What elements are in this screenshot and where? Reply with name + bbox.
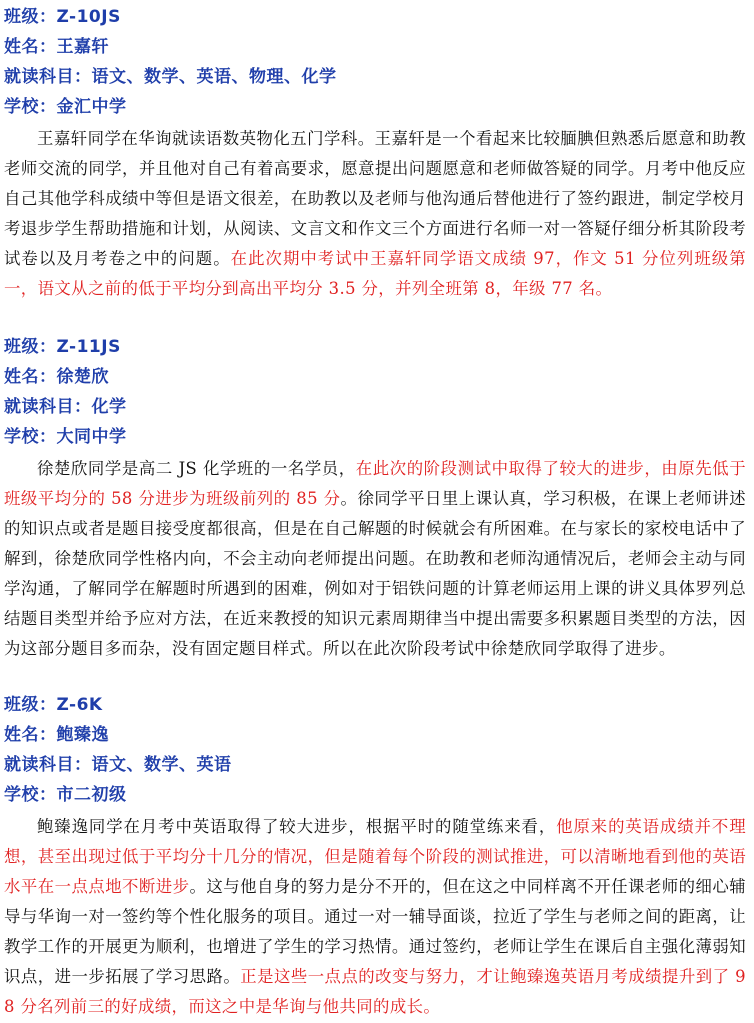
school-label: 学校：	[4, 785, 57, 805]
subjects-value: 化学	[91, 397, 127, 417]
subjects-field	[4, 750, 746, 780]
school-value: 大同中学	[56, 427, 127, 447]
subjects-value: 语文、数学、英语、物理、化学	[91, 67, 337, 87]
subjects-label: 就读科目：	[4, 397, 92, 417]
class-field	[4, 690, 746, 720]
name-value: 徐楚欣	[56, 367, 109, 387]
paragraph-highlight: 他原来的英语成绩并不理想，甚至出现过低于平均分十几分的情况，但是随着每个阶段的测试推进，可以清晰地看到他的英语水平在一点点地不断进步	[4, 817, 746, 896]
name-label: 姓名：	[4, 725, 57, 745]
student-record-3	[4, 690, 746, 1022]
school-field	[4, 422, 746, 452]
name-label: 姓名：	[4, 37, 57, 57]
student-paragraph	[4, 812, 746, 1022]
school-label: 学校：	[4, 427, 57, 447]
paragraph-text: 徐楚欣同学是高二 JS 化学班的一名学员，	[37, 459, 356, 478]
name-field	[4, 720, 746, 750]
school-field	[4, 92, 746, 122]
paragraph-highlight: 在此次期中考试中王嘉轩同学语文成绩 97，作文 51 分位列班级第一，语文从之前的低于平均分到高出平均分 3.5 分，并列全班第 8，年级 77 名。	[4, 249, 746, 298]
student-record-1	[4, 2, 746, 304]
paragraph-text: 鲍臻逸同学在月考中英语取得了较大进步，根据平时的随堂练来看，	[37, 817, 557, 836]
school-label: 学校：	[4, 97, 57, 117]
school-value: 金汇中学	[56, 97, 127, 117]
subjects-field	[4, 62, 746, 92]
paragraph-highlight: 在此次的阶段测试中取得了较大的进步，由原先低于班级平均分的 58 分进步为班级前列的 85 分	[4, 459, 746, 508]
name-field	[4, 362, 746, 392]
class-field	[4, 332, 746, 362]
student-record-2	[4, 332, 746, 664]
subjects-label: 就读科目：	[4, 67, 92, 87]
class-label: 班级：	[4, 337, 57, 357]
student-paragraph	[4, 454, 746, 664]
paragraph-text: 王嘉轩同学在华询就读语数英物化五门学科。王嘉轩是一个看起来比较腼腆但熟悉后愿意和助教老师交流的同学，并且他对自己有着高要求，愿意提出问题愿意和老师做答疑的同学。月考中他反应自己其他学科成绩中等但是语文很差，在助教以及老师与他沟通后替他进行了签约跟进，制定学校月考退步学生帮助措施和计划，从阅读、文言文和作文三个方面进行名师一对一答疑仔细分析其阶段考试卷以及月考卷之中的问题。	[4, 129, 746, 268]
name-label: 姓名：	[4, 367, 57, 387]
paragraph-text: 。徐同学平日里上课认真，学习积极，在课上老师讲述的知识点或者是题目接受度都很高，但是在自己解题的时候就会有所困难。在与家长的家校电话中了解到，徐楚欣同学性格内向，不会主动向老师提出问题。在助教和老师沟通情况后，老师会主动与同学沟通，了解同学在解题时所遇到的困难，例如对于铝铁问题的计算老师运用上课的讲义具体罗列总结题目类型并给予应对方法，在近来教授的知识元素周期律当中提出需要多积累题目类型的方法，因为这部分题目多而杂，没有固定题目样式。所以在此次阶段考试中徐楚欣同学取得了进步。	[4, 489, 746, 658]
class-label: 班级：	[4, 7, 57, 27]
paragraph-highlight: 正是这些一点点的改变与努力，才让鲍臻逸英语月考成绩提升到了 98 分名列前三的好成绩，而这之中是华询与他共同的成长。	[4, 967, 746, 1016]
name-field	[4, 32, 746, 62]
class-value: Z-6K	[56, 695, 103, 715]
student-paragraph	[4, 124, 746, 304]
paragraph-text: 。这与他自身的努力是分不开的，但在这之中同样离不开任课老师的细心辅导与华询一对一签约等个性化服务的项目。通过一对一辅导面谈，拉近了学生与老师之间的距离，让教学工作的开展更为顺利，也增进了学生的学习热情。通过签约，老师让学生在课后自主强化薄弱知识点，进一步拓展了学习思路。	[4, 877, 746, 986]
school-value: 市二初级	[56, 785, 127, 805]
class-value: Z-10JS	[56, 7, 121, 27]
class-value: Z-11JS	[56, 337, 121, 357]
class-label: 班级：	[4, 695, 57, 715]
subjects-field	[4, 392, 746, 422]
name-value: 王嘉轩	[56, 37, 109, 57]
name-value: 鲍臻逸	[56, 725, 109, 745]
subjects-label: 就读科目：	[4, 755, 92, 775]
school-field	[4, 780, 746, 810]
class-field	[4, 2, 746, 32]
subjects-value: 语文、数学、英语	[91, 755, 232, 775]
